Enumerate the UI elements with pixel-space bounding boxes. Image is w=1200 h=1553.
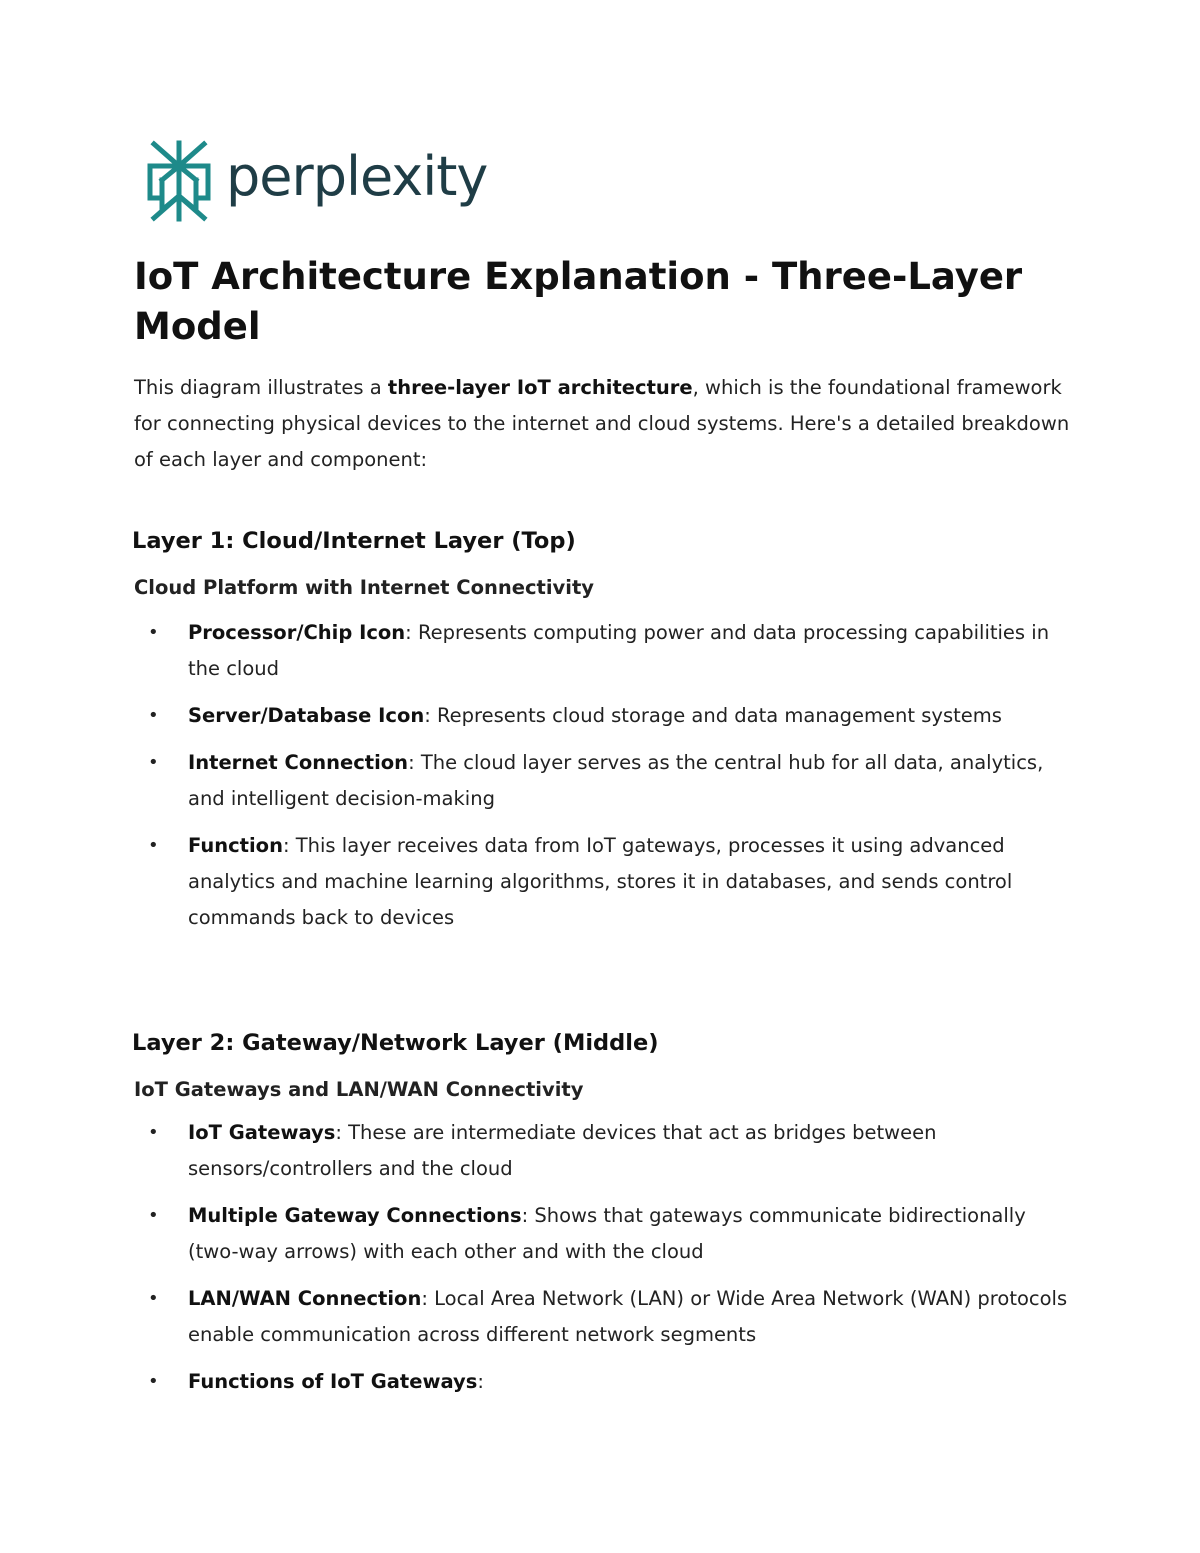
list-item bbox=[134, 745, 1074, 817]
intro-text-bold: three-layer IoT architecture bbox=[387, 376, 693, 399]
list-item-term: IoT Gateways bbox=[188, 1121, 336, 1144]
list-item bbox=[134, 1281, 1074, 1353]
document-title: IoT Architecture Explanation - Three-Layer Model bbox=[134, 255, 1023, 348]
bullet-marker: • bbox=[148, 1371, 159, 1392]
list-item-term: LAN/WAN Connection bbox=[188, 1287, 422, 1310]
list-item-term: Functions of IoT Gateways bbox=[188, 1370, 478, 1393]
list-item-term: Server/Database Icon bbox=[188, 704, 425, 727]
section-heading: Layer 1: Cloud/Internet Layer (Top) bbox=[132, 528, 576, 554]
list-item-text: : This layer receives data from IoT gateways, processes it using advanced analytics and machine learning algorithms, stores it in databases, and sends control commands back to devices bbox=[188, 834, 1013, 929]
document-content bbox=[134, 252, 1074, 1400]
list-item-text: : Represents computing power and data processing capabilities in the cloud bbox=[188, 621, 1050, 680]
bullet-list bbox=[134, 615, 1074, 936]
bullet-marker: • bbox=[148, 1122, 159, 1143]
list-item-text: : Local Area Network (LAN) or Wide Area Network (WAN) protocols enable communication across different network segments bbox=[188, 1287, 1068, 1346]
list-item-term: Multiple Gateway Connections bbox=[188, 1204, 522, 1227]
perplexity-logo bbox=[146, 140, 487, 222]
list-item-term: Processor/Chip Icon bbox=[188, 621, 406, 644]
list-item-text: : bbox=[477, 1370, 484, 1393]
bullet-marker: • bbox=[148, 622, 159, 643]
bullet-list bbox=[134, 1115, 1074, 1400]
intro-text-post: , which is the foundational framework for connecting physical devices to the internet and cloud systems. Here's a detailed breakdown of each layer and component: bbox=[134, 376, 1070, 471]
section-heading: Layer 2: Gateway/Network Layer (Middle) bbox=[132, 1030, 659, 1056]
list-item bbox=[134, 828, 1074, 936]
list-item-term: Function bbox=[188, 834, 283, 857]
intro-paragraph bbox=[134, 370, 1074, 478]
list-item bbox=[134, 698, 1074, 734]
section-subheading: Cloud Platform with Internet Connectivity bbox=[134, 576, 594, 599]
bullet-marker: • bbox=[148, 1205, 159, 1226]
list-item bbox=[134, 1198, 1074, 1270]
list-item-text: : The cloud layer serves as the central hub for all data, analytics, and intelligent decision-making bbox=[188, 751, 1044, 810]
list-item bbox=[134, 1115, 1074, 1187]
list-item-text: : These are intermediate devices that act as bridges between sensors/controllers and the cloud bbox=[188, 1121, 937, 1180]
list-item bbox=[134, 615, 1074, 687]
list-item bbox=[134, 1364, 1074, 1400]
logo-wordmark: perplexity bbox=[226, 145, 488, 208]
list-item-term: Internet Connection bbox=[188, 751, 409, 774]
list-item-text: : Shows that gateways communicate bidirectionally (two-way arrows) with each other and with the cloud bbox=[188, 1204, 1026, 1263]
intro-text-pre: This diagram illustrates a bbox=[134, 376, 388, 399]
bullet-marker: • bbox=[148, 705, 159, 726]
perplexity-asterisk-icon bbox=[146, 140, 212, 222]
bullet-marker: • bbox=[148, 1288, 159, 1309]
bullet-marker: • bbox=[148, 835, 159, 856]
section-subheading: IoT Gateways and LAN/WAN Connectivity bbox=[134, 1078, 584, 1101]
bullet-marker: • bbox=[148, 752, 159, 773]
list-item-text: : Represents cloud storage and data management systems bbox=[424, 704, 1002, 727]
